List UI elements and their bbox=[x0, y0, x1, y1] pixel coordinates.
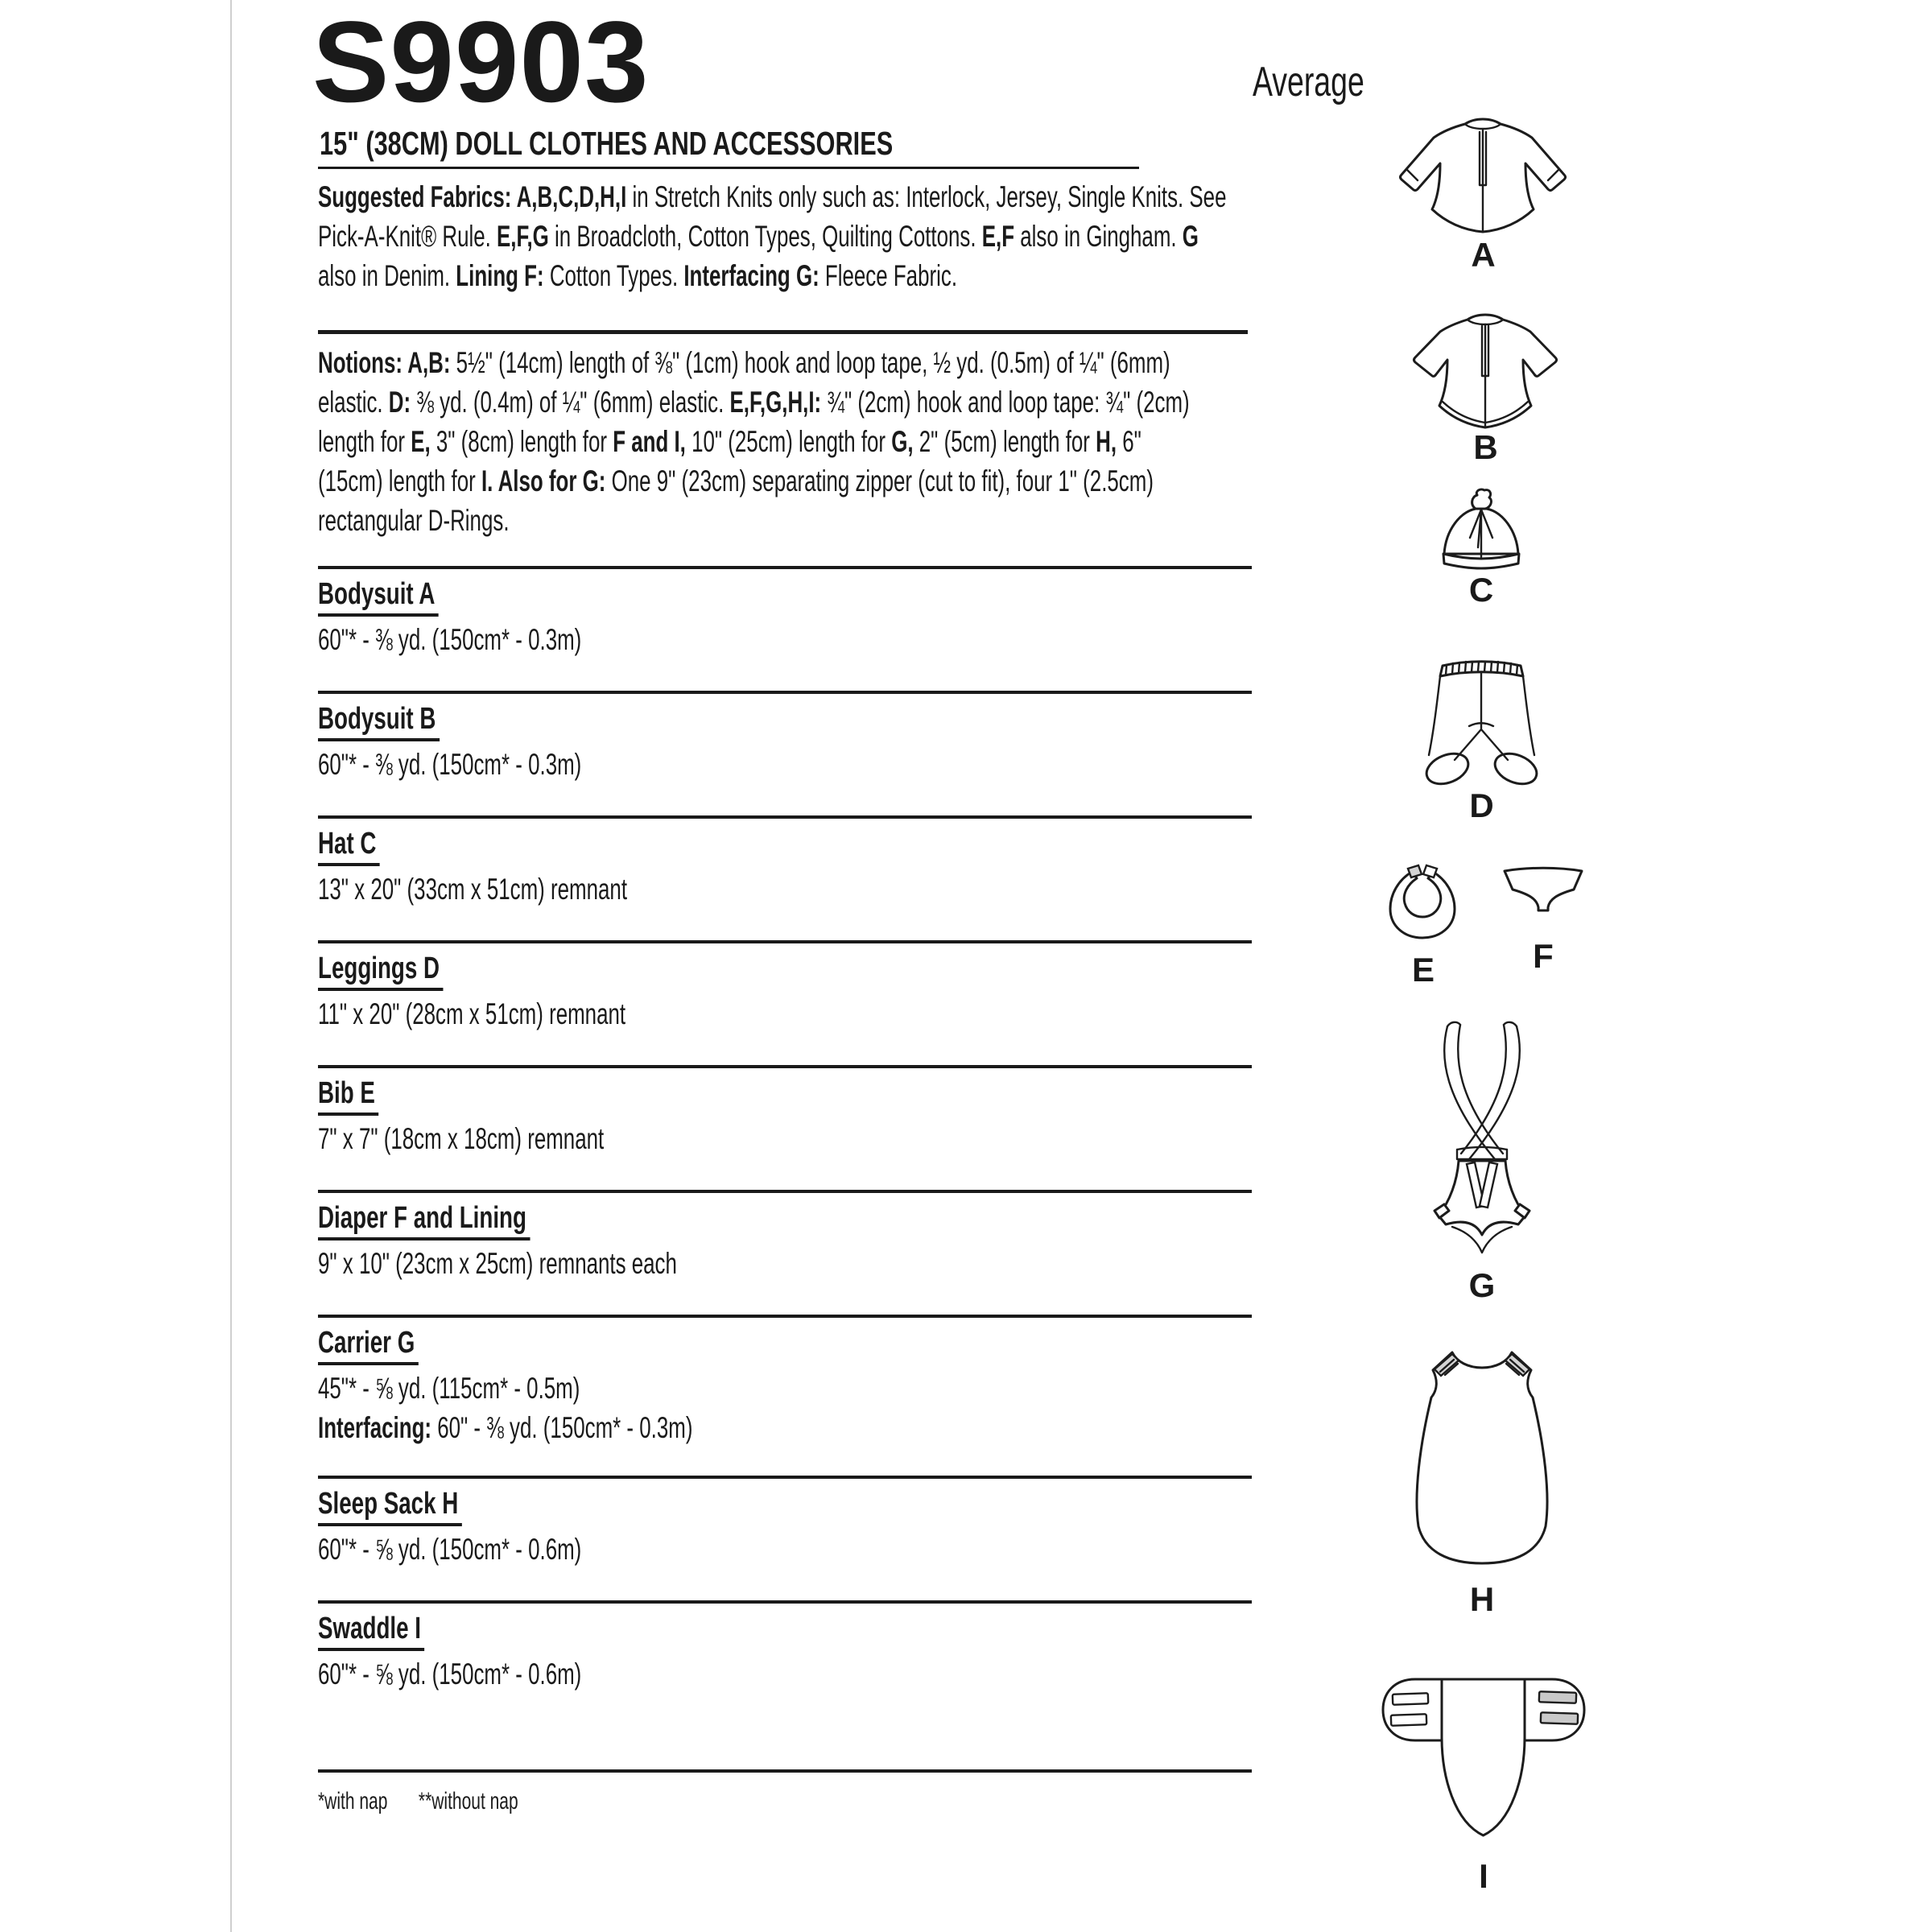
text: 45"* - ⅝ yd. (115cm* - 0.5m) bbox=[318, 1372, 580, 1405]
figure-i-label: I bbox=[1479, 1857, 1488, 1895]
figure-d bbox=[1419, 654, 1544, 823]
footed-leggings-drawing bbox=[1419, 654, 1544, 789]
footnote-without-nap: **without nap bbox=[418, 1788, 518, 1814]
item-heading: Swaddle I bbox=[318, 1612, 424, 1651]
text: 60"* - ⅜ yd. (150cm* - 0.3m) bbox=[318, 623, 582, 656]
difficulty-rating: Average bbox=[1253, 59, 1364, 105]
figure-e-label: E bbox=[1411, 951, 1435, 989]
text-line bbox=[318, 1368, 972, 1408]
bold-text: D: bbox=[388, 386, 411, 419]
bold-text: F and I, bbox=[613, 425, 686, 458]
text: One 9" (23cm) separating zipper (cut to fit), four 1" (2.5cm) bbox=[605, 464, 1154, 497]
text: rectangular D-Rings. bbox=[318, 504, 510, 537]
item-heading: Diaper F and Lining bbox=[318, 1201, 530, 1241]
text-line bbox=[318, 1785, 972, 1818]
item-lines bbox=[318, 1244, 1252, 1283]
text: Pick-A-Knit® Rule. bbox=[318, 220, 497, 253]
notions-paragraph bbox=[318, 343, 1563, 540]
pattern-title: 15" (38CM) DOLL CLOTHES AND ACCESSORIES bbox=[320, 125, 894, 162]
item-section bbox=[318, 940, 1252, 1065]
bold-text: E, bbox=[411, 425, 431, 458]
text-line bbox=[318, 217, 1226, 256]
item-section bbox=[318, 815, 1252, 940]
text-line bbox=[318, 745, 972, 784]
figure-b bbox=[1399, 308, 1572, 464]
bold-text: E,F,G bbox=[497, 220, 549, 253]
text-line bbox=[318, 994, 972, 1034]
item-heading: Bodysuit B bbox=[318, 702, 440, 741]
text: (15cm) length for bbox=[318, 464, 481, 497]
item-lines bbox=[318, 745, 1252, 784]
text: in Stretch Knits only such as: Interlock, Jersey, Single Knits. See bbox=[626, 180, 1227, 213]
text: 60"* - ⅝ yd. (150cm* - 0.6m) bbox=[318, 1533, 582, 1566]
text-line bbox=[318, 461, 1190, 501]
footnote-with-nap: *with nap bbox=[318, 1788, 388, 1814]
bold-text: E,F,G,H,I: bbox=[729, 386, 822, 419]
text: elastic. bbox=[318, 386, 389, 419]
figure-c-label: C bbox=[1468, 571, 1494, 609]
short-sleeve-bodysuit-drawing bbox=[1399, 308, 1572, 431]
item-heading: Sleep Sack H bbox=[318, 1487, 462, 1526]
item-heading: Bodysuit A bbox=[318, 577, 439, 617]
text: 60"* - ⅝ yd. (150cm* - 0.6m) bbox=[318, 1657, 582, 1690]
text: 9" x 10" (23cm x 25cm) remnants each bbox=[318, 1247, 677, 1280]
swaddle-drawing bbox=[1368, 1657, 1599, 1847]
text: 6" bbox=[1117, 425, 1141, 458]
carrier-drawing bbox=[1417, 1021, 1547, 1256]
text-line bbox=[318, 1530, 972, 1569]
item-heading: Leggings D bbox=[318, 952, 443, 991]
text-line bbox=[318, 1244, 972, 1283]
text-line bbox=[318, 422, 1190, 461]
item-lines bbox=[318, 869, 1252, 909]
figure-i bbox=[1368, 1657, 1599, 1893]
text: 13" x 20" (33cm x 51cm) remnant bbox=[318, 873, 628, 906]
text: ⅜ yd. (0.4m) of ¼" (6mm) elastic. bbox=[411, 386, 730, 419]
bold-text: Lining F: bbox=[456, 259, 544, 292]
sleep-sack-drawing bbox=[1398, 1344, 1566, 1571]
text: 3" (8cm) length for bbox=[430, 425, 613, 458]
bold-text: H, bbox=[1096, 425, 1117, 458]
pattern-number: S9903 bbox=[312, 0, 650, 126]
item-lines bbox=[318, 1530, 1252, 1569]
item-section bbox=[318, 1315, 1252, 1476]
text-line bbox=[318, 177, 1226, 217]
item-section bbox=[318, 566, 1252, 691]
item-section bbox=[318, 1600, 1252, 1769]
figure-g bbox=[1417, 1021, 1547, 1302]
figure-a bbox=[1389, 111, 1578, 272]
text: 7" x 7" (18cm x 18cm) remnant bbox=[318, 1122, 605, 1155]
text-line bbox=[318, 501, 1190, 540]
text-line bbox=[318, 620, 972, 659]
text: 5½" (14cm) length of ⅜" (1cm) hook and loop tape, ½ yd. (0.5m) of ¼" (6mm) bbox=[450, 346, 1170, 379]
figure-h-label: H bbox=[1469, 1580, 1495, 1618]
text-line bbox=[318, 869, 972, 909]
figure-h bbox=[1398, 1344, 1566, 1616]
bold-text: Notions: A,B: bbox=[318, 346, 451, 379]
text: length for bbox=[318, 425, 411, 458]
item-section bbox=[318, 1065, 1252, 1190]
bold-text: Suggested Fabrics: A,B,C,D,H,I bbox=[318, 180, 627, 213]
item-heading: Hat C bbox=[318, 827, 380, 866]
item-section bbox=[318, 1190, 1252, 1315]
bold-text: G bbox=[1182, 220, 1199, 253]
item-lines bbox=[318, 1654, 1252, 1694]
text: ¾" (2cm) hook and loop tape: ¾" (2cm) bbox=[821, 386, 1190, 419]
figure-g-label: G bbox=[1468, 1266, 1496, 1304]
text: also in Denim. bbox=[318, 259, 456, 292]
bold-text: I. Also for G: bbox=[481, 464, 606, 497]
divider-above-notions bbox=[318, 330, 1248, 334]
bold-text: Interfacing G: bbox=[683, 259, 819, 292]
figure-e bbox=[1383, 861, 1463, 987]
text: 11" x 20" (28cm x 51cm) remnant bbox=[318, 997, 626, 1030]
footnotes bbox=[318, 1769, 1252, 1818]
figure-c bbox=[1438, 488, 1525, 607]
divider-under-title bbox=[318, 167, 1139, 169]
item-lines bbox=[318, 1119, 1252, 1158]
item-heading: Bib E bbox=[318, 1076, 378, 1116]
knot-hat-drawing bbox=[1438, 488, 1525, 573]
bold-text: Interfacing: bbox=[318, 1411, 432, 1444]
figure-d-label: D bbox=[1469, 786, 1494, 824]
bold-text: E,F bbox=[981, 220, 1015, 253]
long-sleeve-bodysuit-drawing bbox=[1389, 111, 1578, 238]
text-line bbox=[318, 1408, 972, 1447]
bold-text: G, bbox=[891, 425, 914, 458]
text: Fleece Fabric. bbox=[819, 259, 958, 292]
figure-b-label: B bbox=[1473, 428, 1498, 466]
diaper-drawing bbox=[1499, 864, 1587, 917]
item-lines bbox=[318, 994, 1252, 1034]
text: 10" (25cm) length for bbox=[685, 425, 892, 458]
text-line bbox=[318, 1654, 972, 1694]
text-line bbox=[318, 382, 1190, 422]
text-line bbox=[318, 343, 1190, 382]
text-line bbox=[318, 1119, 972, 1158]
figure-f bbox=[1499, 864, 1587, 973]
text-line bbox=[318, 256, 1226, 295]
page-edge-line bbox=[230, 0, 232, 1932]
items-list bbox=[318, 566, 1252, 1818]
item-lines bbox=[318, 620, 1252, 659]
text: in Broadcloth, Cotton Types, Quilting Cottons. bbox=[548, 220, 982, 253]
text: 2" (5cm) length for bbox=[913, 425, 1096, 458]
item-section bbox=[318, 691, 1252, 815]
item-heading: Carrier G bbox=[318, 1326, 419, 1365]
item-lines bbox=[318, 1368, 1252, 1447]
text: Cotton Types. bbox=[543, 259, 684, 292]
figure-f-label: F bbox=[1533, 937, 1554, 975]
item-section bbox=[318, 1476, 1252, 1600]
figure-a-label: A bbox=[1471, 236, 1496, 274]
text: also in Gingham. bbox=[1014, 220, 1183, 253]
text: 60" - ⅜ yd. (150cm* - 0.3m) bbox=[431, 1411, 693, 1444]
bib-drawing bbox=[1383, 861, 1463, 942]
text: 60"* - ⅜ yd. (150cm* - 0.3m) bbox=[318, 748, 582, 781]
